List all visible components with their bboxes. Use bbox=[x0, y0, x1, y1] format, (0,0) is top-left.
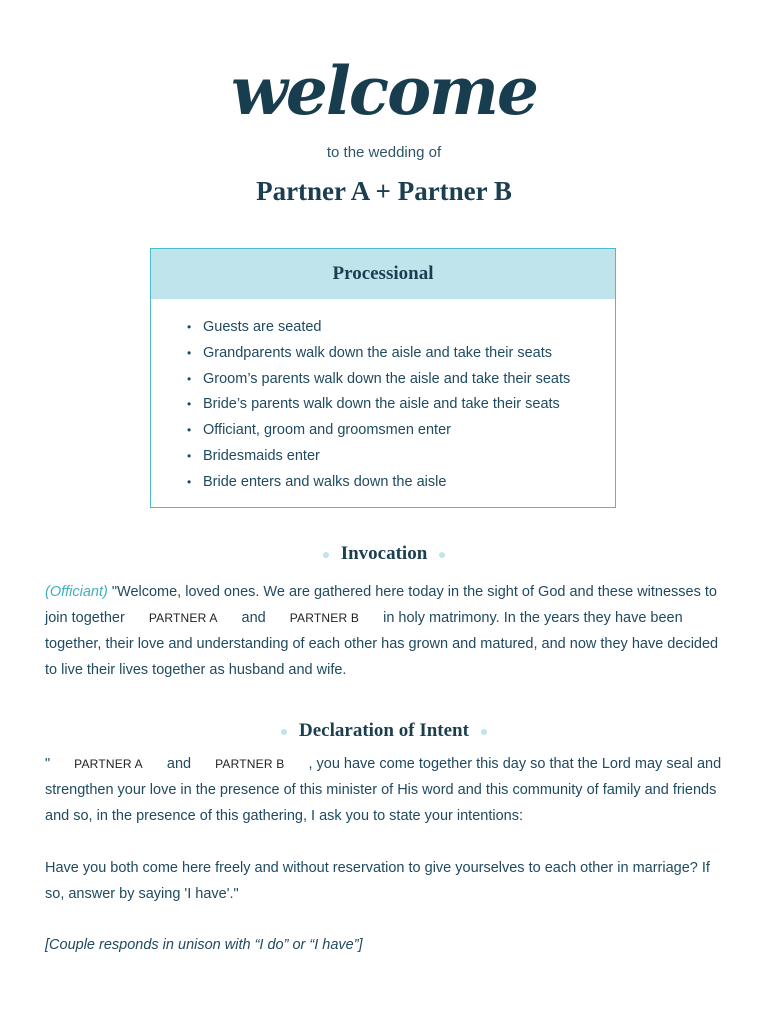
invocation-text-2: in holy matrimony. In the years they have been together, their love and understanding of each other has grown and matured, and now they have decided to live their lives together as husband and wife. bbox=[45, 610, 719, 678]
dot-ornament-icon bbox=[439, 552, 445, 558]
dot-ornament-icon bbox=[323, 552, 329, 558]
partner-a-placeholder: PARTNER A bbox=[148, 611, 218, 625]
list-item: • Grandparents walk down the aisle and take their seats bbox=[187, 341, 615, 367]
couple-names: Partner A + Partner B bbox=[256, 176, 512, 206]
couple-response-note: [Couple responds in unison with “I do” or “I have”] bbox=[45, 937, 363, 953]
list-item: • Officiant, groom and groomsmen enter bbox=[187, 418, 615, 444]
partner-a-placeholder: PARTNER A bbox=[74, 757, 143, 771]
partner-b-placeholder: PARTNER B bbox=[215, 757, 285, 771]
processional-title: Processional bbox=[151, 249, 615, 299]
invocation-heading bbox=[0, 543, 768, 565]
invocation-text bbox=[45, 579, 725, 683]
dot-ornament-icon bbox=[281, 729, 287, 735]
list-item: • Bride’s parents walk down the aisle and take their seats bbox=[187, 392, 615, 418]
processional-list bbox=[151, 299, 615, 496]
processional-box bbox=[150, 248, 616, 508]
officiant-label: (Officiant) bbox=[45, 584, 108, 600]
dot-ornament-icon bbox=[481, 729, 487, 735]
quote-open: " bbox=[45, 756, 51, 772]
wedding-subtitle: to the wedding of bbox=[326, 144, 442, 161]
invocation-title: Invocation bbox=[340, 543, 428, 564]
partner-b-placeholder: PARTNER B bbox=[289, 611, 360, 625]
declaration-text-1: , you have come together this day so that the Lord may seal and strengthen your love in the presence of this minister of His word and this community of family and friends and so, in the presence of this gathering, I ask you to state your intentions: bbox=[45, 756, 722, 824]
declaration-heading bbox=[0, 720, 768, 742]
list-item: • Bridesmaids enter bbox=[187, 444, 615, 470]
declaration-title: Declaration of Intent bbox=[299, 720, 469, 741]
and-word: and bbox=[241, 610, 266, 626]
invocation-text-1: "Welcome, loved ones. We are gathered here today in the sight of God and these witnesses to join together bbox=[45, 584, 717, 626]
list-item: • Bride enters and walks down the aisle bbox=[187, 470, 615, 496]
declaration-text bbox=[45, 751, 725, 829]
declaration-question: Have you both come here freely and without reservation to give yourselves to each other in marriage? If so, answer by saying 'I have'." bbox=[45, 860, 710, 902]
list-item: • Guests are seated bbox=[187, 315, 615, 341]
and-word: and bbox=[166, 756, 192, 772]
list-item: • Groom’s parents walk down the aisle and take their seats bbox=[187, 367, 615, 393]
welcome-heading: welcome bbox=[231, 52, 537, 130]
